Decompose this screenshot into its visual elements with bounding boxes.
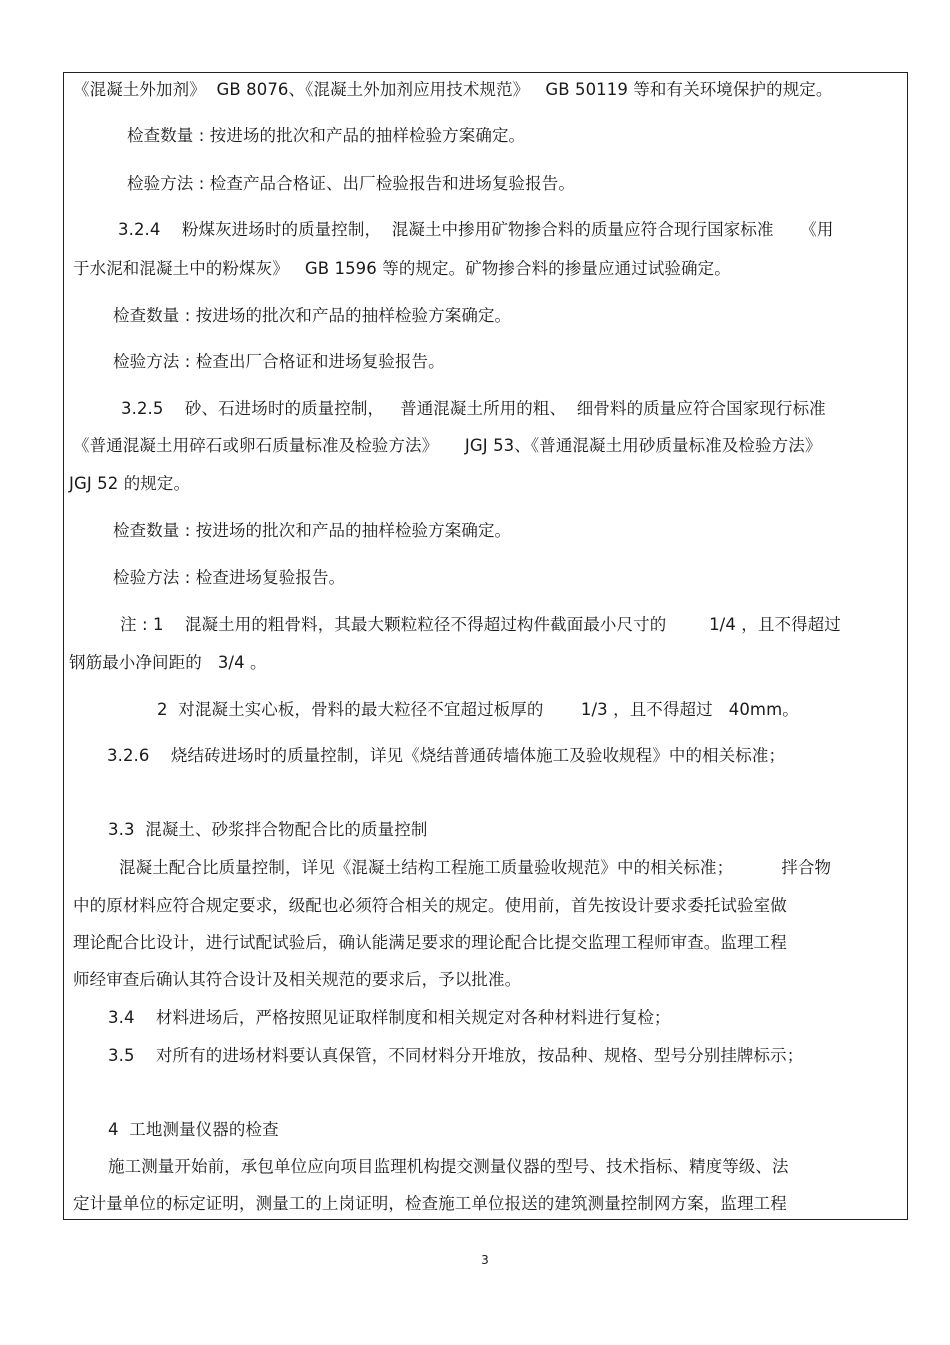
text-line: 3.2.6 烧结砖进场时的质量控制，详见《烧结普通砖墙体施工及验收规程》中的相关标准；: [107, 746, 786, 765]
text-line: 检查数量 : 按进场的批次和产品的抽样检验方案确定。: [127, 126, 526, 145]
text-line: 3.2.5 砂、石进场时的质量控制， 普通混凝土所用的粗、 细骨料的质量应符合国家现行标准: [121, 399, 826, 418]
text-line: 施工测量开始前，承包单位应向项目监理机构提交测量仪器的型号、技术指标、精度等级、法: [108, 1157, 789, 1176]
text-line: 检验方法 : 检查进场复验报告。: [113, 568, 346, 587]
text-line: 2 对混凝土实心板，骨料的最大粒径不宜超过板厚的 1/3 ，且不得超过 40mm。: [157, 700, 799, 719]
text-line: 中的原材料应符合规定要求，级配也必须符合相关的规定。使用前，首先按设计要求委托试验室做: [73, 896, 787, 915]
text-line: 混凝土配合比质量控制，详见《混凝土结构工程施工质量验收规范》中的相关标准； 拌合物: [119, 858, 832, 877]
text-line: 3.2.4 粉煤灰进场时的质量控制， 混凝土中掺用矿物掺合料的质量应符合现行国家标准 《用: [118, 220, 834, 239]
text-line: 3.5 对所有的进场材料要认真保管，不同材料分开堆放，按品种、规格、型号分别挂牌标示；: [108, 1046, 804, 1065]
text-line: 于水泥和混凝土中的粉煤灰》 GB 1596 等的规定。矿物掺合料的掺量应通过试验确定。: [73, 259, 731, 278]
text-line: 注 : 1 混凝土用的粗骨料，其最大颗粒粒径不得超过构件截面最小尺寸的 1/4 ，且不得超过: [120, 615, 841, 634]
text-line: JGJ 52 的规定。: [69, 474, 191, 493]
text-line: 理论配合比设计，进行试配试验后，确认能满足要求的理论配合比提交监理工程师审查。监理工程: [73, 933, 787, 952]
page-number: 3: [481, 1253, 489, 1267]
text-line: 检查数量 : 按进场的批次和产品的抽样检验方案确定。: [113, 521, 512, 540]
text-line: 定计量单位的标定证明，测量工的上岗证明，检查施工单位报送的建筑测量控制网方案，监理工程: [73, 1194, 787, 1213]
section-heading: 4 工地测量仪器的检查: [108, 1120, 279, 1139]
text-line: 检验方法 : 检查产品合格证、出厂检验报告和进场复验报告。: [127, 174, 575, 193]
text-line: 钢筋最小净间距的 3/4 。: [69, 653, 267, 672]
text-line: 《混凝土外加剂》 GB 8076、《混凝土外加剂应用技术规范》 GB 50119 等和有关环境保护的规定。: [73, 80, 833, 99]
text-line: 3.4 材料进场后，严格按照见证取样制度和相关规定对各种材料进行复检；: [108, 1008, 671, 1027]
text-line: 检验方法 : 检查出厂合格证和进场复验报告。: [113, 352, 445, 371]
text-line: 师经审查后确认其符合设计及相关规范的要求后，予以批准。: [73, 970, 522, 989]
section-heading: 3.3 混凝土、砂浆拌合物配合比的质量控制: [108, 820, 428, 839]
text-line: 检查数量 : 按进场的批次和产品的抽样检验方案确定。: [113, 306, 512, 325]
text-line: 《普通混凝土用碎石或卵石质量标准及检验方法》 JGJ 53、《普通混凝土用砂质量标准及检验方法》: [73, 436, 822, 455]
